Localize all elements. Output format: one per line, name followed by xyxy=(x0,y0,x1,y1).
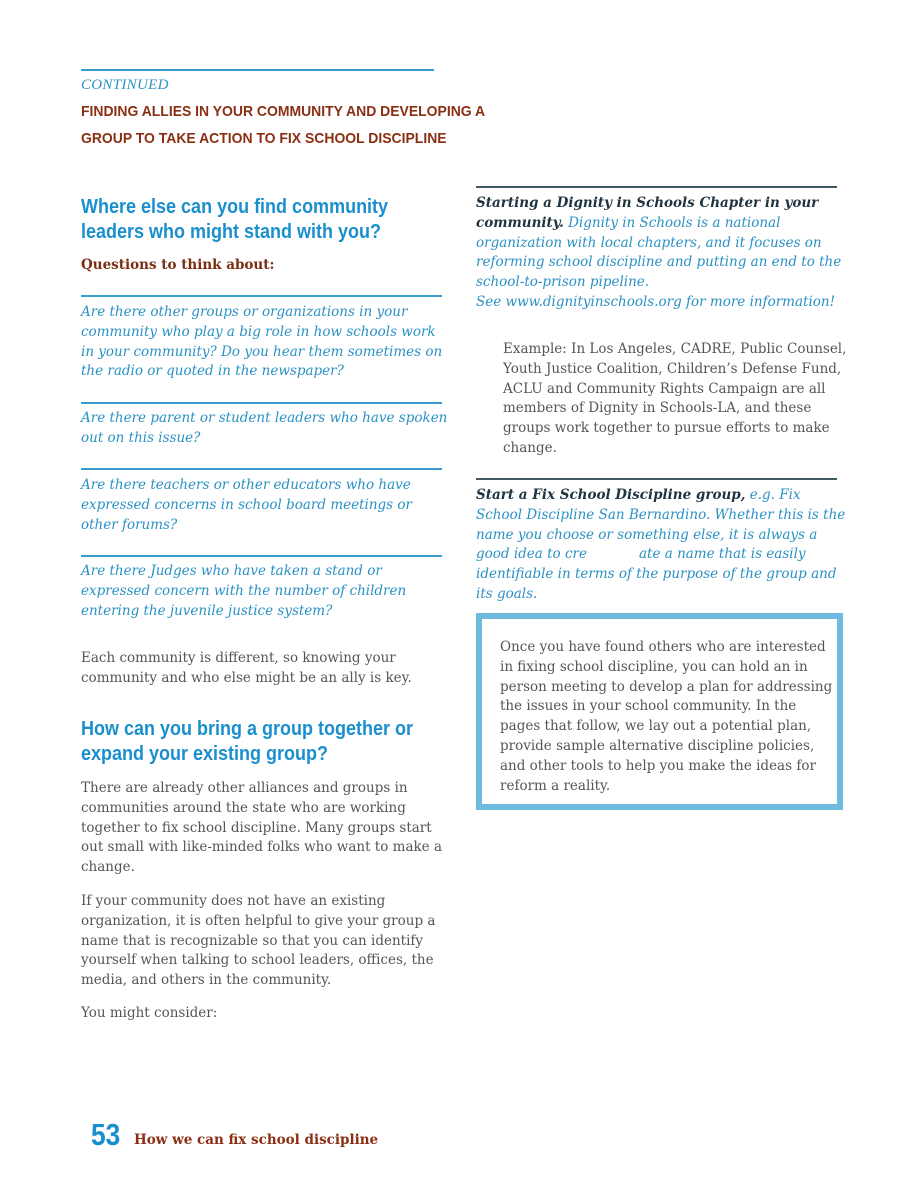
heading-line-1: Where else can you find community xyxy=(81,196,389,218)
paragraph-name-group: If your community does not have an existing organization, it is often helpful to give your group a name that is recognizable so that you can identify yourself when talking to school leaders, offices, the media, and others in the community. xyxy=(81,893,436,989)
dignity-chapter-lead: Starting a Dignity in Schools Chapter in your community. xyxy=(476,195,819,231)
section-title-line-2: GROUP TO TAKE ACTION TO FIX SCHOOL DISCIPLINE xyxy=(81,130,447,147)
questions-subhead: Questions to think about: xyxy=(81,257,275,273)
heading-line-2: leaders who might stand with you? xyxy=(81,221,382,243)
fix-group-lead: Start a Fix School Discipline group, xyxy=(476,487,746,503)
fix-group-text: e.g. Fix School Discipline San Bernardino. Whether this is the name you choose or something else, it is always a good idea to cre xyxy=(476,487,846,563)
section-title xyxy=(81,98,486,152)
example-text: Example: In Los Angeles, CADRE, Public Counsel, Youth Justice Coalition, Children’s Defense Fund, ACLU and Community Rights Campaign are all members of Dignity in Schools-LA, and these groups work together to pursue efforts to make change. xyxy=(503,341,847,456)
question-1: Are there other groups or organizations in your community who play a big role in how schools work in your community? Do you hear them sometimes on the radio or quoted in the newspaper? xyxy=(81,304,443,380)
header-rule xyxy=(81,69,434,71)
question-2: Are there parent or student leaders who have spoken out on this issue? xyxy=(81,410,448,446)
question-4: Are there Judges who have taken a stand or expressed concern with the number of children entering the juvenile justice system? xyxy=(81,563,407,619)
heading-bring-group xyxy=(81,717,413,767)
heading-line-1: How can you bring a group together or xyxy=(81,718,414,740)
page-number: 53 xyxy=(91,1117,121,1152)
question-rule xyxy=(81,402,442,404)
paragraph-alliances: There are already other alliances and groups in communities around the state who are working together to fix school discipline. Many groups start out small with like-minded folks who want to make a change. xyxy=(81,780,442,876)
fix-school-discipline-item xyxy=(476,486,846,605)
fix-group-text-b: ate a name that is easily identifiable in terms of the purpose of the group and its goals. xyxy=(476,546,837,602)
heading-find-leaders xyxy=(81,195,388,245)
item-rule xyxy=(476,478,837,480)
paragraph-consider: You might consider: xyxy=(81,1005,218,1021)
callout-text: Once you have found others who are interested in fixing school discipline, you can hold an in person meeting to develop a plan for addressing the issues in your school community. In the pages that follow, we lay out a potential plan, provide sample alternative discipline policies, and other tools to help you make the ideas for reform a reality. xyxy=(500,639,833,794)
callout-box xyxy=(476,613,843,810)
dignity-chapter-text: Dignity in Schools is a national organization with local chapters, and it focuses on reforming school discipline and putting an end to the school-to-prison pipeline. xyxy=(476,214,842,291)
dignity-chapter-item xyxy=(476,194,846,313)
question-rule xyxy=(81,295,442,297)
item-rule xyxy=(476,186,837,188)
dignity-link-text[interactable]: See www.dignityinschools.org for more information! xyxy=(476,293,836,310)
section-title-line-1: FINDING ALLIES IN YOUR COMMUNITY AND DEVELOPING A xyxy=(81,103,486,120)
ally-text: Each community is different, so knowing your community and who else might be an ally is key. xyxy=(81,650,412,686)
footer-title: How we can fix school discipline xyxy=(134,1132,379,1148)
continued-label: CONTINUED xyxy=(81,77,169,93)
question-3: Are there teachers or other educators who have expressed concerns in school board meetings or other forums? xyxy=(81,477,412,533)
heading-line-2: expand your existing group? xyxy=(81,743,329,765)
question-rule xyxy=(81,555,442,557)
question-rule xyxy=(81,468,442,470)
